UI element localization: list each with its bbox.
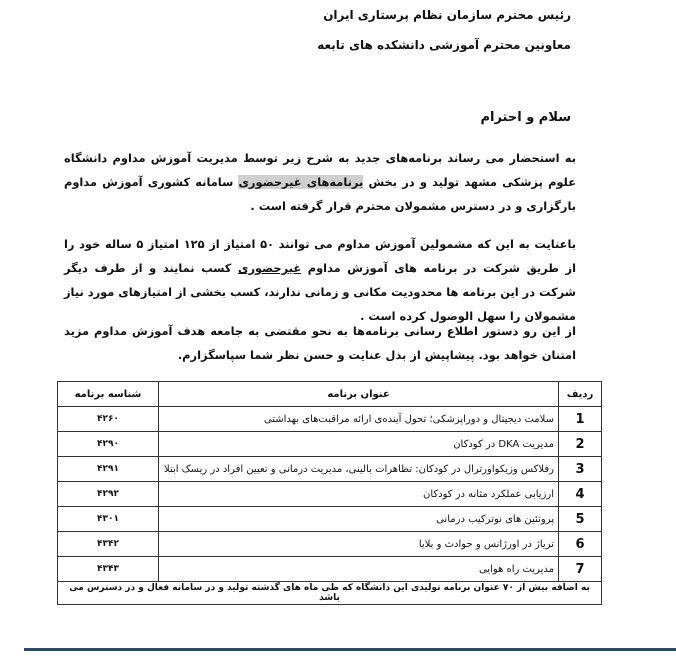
paragraph-1-part-1: به استحضار می رساند برنامه‌های جدید به شرح زیر توسط مدیریت آموزش مداوم دانشگاه علوم پزشکی مشهد تولید و در بخش: [64, 151, 576, 189]
program-code: ۴۳۰۱: [58, 507, 159, 532]
program-title: مدیریت راه هوایی: [159, 557, 559, 582]
row-number: 2: [559, 432, 602, 457]
table-row: [58, 557, 602, 582]
table-row: [58, 407, 602, 432]
row-number: 5: [559, 507, 602, 532]
program-code: ۴۲۹۱: [58, 457, 159, 482]
paragraph-1: [64, 146, 576, 218]
table-header-row: [58, 382, 602, 407]
programs-table: [57, 381, 602, 605]
table-row: [58, 457, 602, 482]
table-footer-note: به اضافه بیش از ۷۰ عنوان برنامه تولیدی این دانشگاه که طی ماه های گذشته تولید و در سامانه فعال و در دسترس می باشد: [58, 582, 602, 605]
greeting: سلام و احترام: [480, 110, 571, 125]
program-title: سلامت دیجیتال و دوراپزشکی؛ تحول آینده‌ی ارائه مراقبت‌های بهداشتی: [159, 407, 559, 432]
program-code: ۴۲۶۰: [58, 407, 159, 432]
program-code: ۴۳۴۲: [58, 532, 159, 557]
program-code: ۴۳۴۳: [58, 557, 159, 582]
paragraph-3: از این رو دستور اطلاع رسانی برنامه‌ها به نحو مقتضی به جامعه هدف آموزش مداوم مزید امتنان خواهد بود. پیشاپیش از بذل عنایت و حسن نظر شما سپاسگزارم.: [64, 324, 576, 362]
highlighted-text: برنامه‌های غیرحضوری: [238, 175, 364, 189]
program-title: ارزیابی عملکرد مثانه در کودکان: [159, 482, 559, 507]
header-program-code: شناسه برنامه: [58, 382, 159, 407]
header-row-number: ردیف: [559, 382, 602, 407]
table-row: [58, 432, 602, 457]
addressee-line-2: معاونین محترم آموزشی دانشکده های تابعه: [317, 38, 571, 52]
table-row: [58, 482, 602, 507]
addressee-line-1: رئیس محترم سازمان نظام پرستاری ایران: [323, 8, 571, 22]
paragraph-2-part-1: باعنایت به این که مشمولین آموزش مداوم می توانند ۵۰ امتیاز از ۱۲۵ امتیاز ۵ ساله خود را از طریق شرکت در برنامه های آموزش مداوم: [64, 237, 577, 275]
header-program-title: عنوان برنامه: [159, 382, 559, 407]
program-title: مدیریت DKA در کودکان: [159, 432, 559, 457]
program-code: ۴۲۹۲: [58, 482, 159, 507]
row-number: 4: [559, 482, 602, 507]
program-title: رفلاکس وزیکواورترال در کودکان: تظاهرات بالینی، مدیریت درمانی و تعیین افراد در ریسک ابتلا: [159, 457, 559, 482]
row-number: 6: [559, 532, 602, 557]
underlined-text: غیرحضوری: [238, 261, 302, 275]
program-title: تریاژ در اورژانس و حوادث و بلایا: [159, 532, 559, 557]
row-number: 7: [559, 557, 602, 582]
program-code: ۴۲۹۰: [58, 432, 159, 457]
paragraph-2: [64, 232, 576, 328]
table-row: [58, 532, 602, 557]
row-number: 1: [559, 407, 602, 432]
row-number: 3: [559, 457, 602, 482]
paragraph-2-part-2: کسب نمایند و از طرف دیگر شرکت در این برنامه ها محدودیت مکانی و زمانی ندارند، کسب بخشی از امتیازهای مورد نیاز مشمولان را سهل الوصول کرده است .: [64, 261, 576, 323]
table-row: [58, 507, 602, 532]
bottom-divider: [24, 648, 676, 651]
program-title: پروتئین های نوترکیب درمانی: [159, 507, 559, 532]
table-footer-row: [58, 582, 602, 605]
paragraph-1-part-2: سامانه کشوری آموزش مداوم بارگزاری و در دسترس مشمولان محترم قرار گرفته است .: [64, 175, 576, 213]
